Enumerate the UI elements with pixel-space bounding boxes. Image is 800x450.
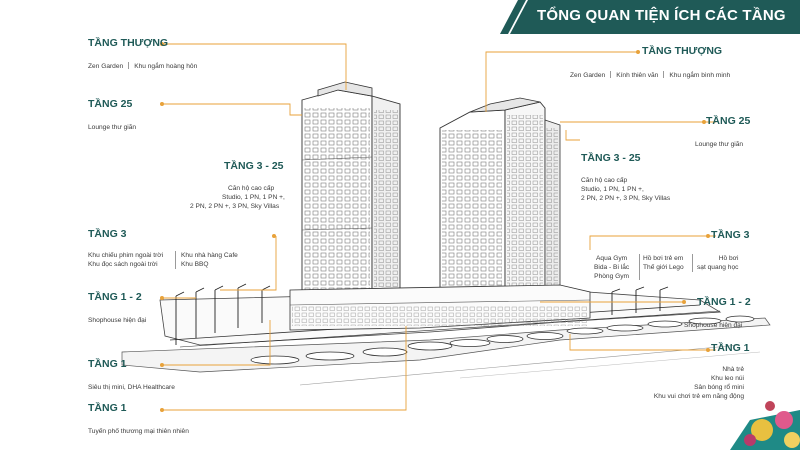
left-f25-floor-label: TẦNG 25 bbox=[88, 98, 133, 110]
right-f1-2-floor-label: TẦNG 1 - 2 bbox=[697, 296, 751, 308]
left-f3-25-apartments bbox=[190, 184, 285, 211]
amenity-item: Khu BBQ bbox=[181, 261, 209, 268]
right-f25-amenity: Lounge thư giãn bbox=[695, 141, 744, 148]
amenity-item: Khu leo núi bbox=[711, 375, 744, 382]
right-f3-25-floor-label: TẦNG 3 - 25 bbox=[581, 152, 641, 164]
apartment-line: 2 PN, 2 PN +, 3 PN, Sky Villas bbox=[581, 195, 671, 202]
column-divider bbox=[692, 254, 693, 272]
separator bbox=[610, 71, 611, 78]
right-f1-amenities bbox=[648, 365, 744, 401]
left-f1-2-floor-label: TẦNG 1 - 2 bbox=[88, 291, 142, 303]
separator bbox=[663, 71, 664, 78]
amenity-item: Bida - Bi lắc bbox=[594, 264, 630, 271]
left-f1a-amenity: Siêu thị mini, DHA Healthcare bbox=[88, 384, 175, 391]
amenity-item: Thế giới Lego bbox=[643, 264, 684, 271]
apartment-line: Studio, 1 PN, 1 PN +, bbox=[581, 186, 644, 193]
amenity-item: Khu ngắm bình minh bbox=[669, 72, 731, 79]
column-divider bbox=[175, 251, 176, 269]
left-f3-col2 bbox=[181, 251, 238, 269]
amenity-item: Zen Garden bbox=[88, 63, 124, 70]
right-f3-col2 bbox=[643, 254, 684, 272]
left-f3-25-floor-label: TẦNG 3 - 25 bbox=[224, 160, 284, 172]
amenity-item: Hồ bơi bbox=[718, 255, 739, 262]
amenity-item: sạt quang học bbox=[697, 264, 739, 271]
right-f3-25-apartments bbox=[581, 176, 670, 203]
left-tower bbox=[302, 82, 400, 305]
right-f25-floor-label: TẦNG 25 bbox=[706, 115, 751, 127]
left-f25-amenity: Lounge thư giãn bbox=[88, 124, 137, 131]
amenity-item: Kính thiên văn bbox=[616, 72, 659, 79]
page-title: TỔNG QUAN TIỆN ÍCH CÁC TẦNG bbox=[537, 7, 786, 24]
left-rooftop-amenities bbox=[88, 62, 197, 71]
amenity-item: Khu vui chơi trẻ em năng động bbox=[653, 393, 744, 400]
amenity-item: Phòng Gym bbox=[594, 273, 629, 280]
podium bbox=[290, 285, 590, 330]
right-tower bbox=[440, 98, 560, 298]
right-rooftop-floor-label: TẦNG THƯỢNG bbox=[642, 45, 723, 57]
amenity-item: Khu nhà hàng Cafe bbox=[181, 252, 238, 259]
right-f3-floor-label: TẦNG 3 bbox=[711, 229, 750, 241]
left-f1-2-amenity: Shophouse hiện đại bbox=[88, 317, 147, 324]
right-f3-col3 bbox=[697, 254, 738, 272]
column-divider bbox=[639, 254, 640, 280]
left-f1b-floor-label: TẦNG 1 bbox=[88, 402, 127, 414]
amenity-item: Nhà trẻ bbox=[722, 366, 744, 373]
left-rooftop-floor-label: TẦNG THƯỢNG bbox=[88, 37, 169, 49]
right-f3-col1 bbox=[594, 254, 629, 281]
apartment-line: 2 PN, 2 PN +, 3 PN, Sky Villas bbox=[190, 203, 280, 210]
amenity-item: Khu đọc sách ngoài trời bbox=[88, 261, 158, 268]
amenity-item: Khu chiếu phim ngoài trời bbox=[88, 252, 164, 259]
right-f1-floor-label: TẦNG 1 bbox=[711, 342, 750, 354]
amenity-item: Hồ bơi trẻ em bbox=[643, 255, 684, 262]
amenity-item: Khu ngắm hoàng hôn bbox=[134, 63, 198, 70]
left-f1b-amenity: Tuyến phố thương mại thiên nhiên bbox=[88, 428, 189, 435]
amenity-item: Aqua Gym bbox=[596, 255, 628, 262]
apartment-line: Căn hộ cao cấp bbox=[581, 177, 628, 184]
left-f1a-floor-label: TẦNG 1 bbox=[88, 358, 127, 370]
left-f3-col1 bbox=[88, 251, 163, 269]
separator bbox=[128, 62, 129, 69]
right-rooftop-amenities bbox=[570, 71, 730, 80]
apartment-line: Căn hộ cao cấp bbox=[228, 185, 275, 192]
left-f3-floor-label: TẦNG 3 bbox=[88, 228, 127, 240]
right-f1-2-amenity: Shophouse hiện đại bbox=[684, 322, 743, 329]
apartment-line: Studio, 1 PN, 1 PN +, bbox=[222, 194, 285, 201]
amenity-item: Sân bóng rổ mini bbox=[694, 384, 744, 391]
amenity-item: Zen Garden bbox=[570, 72, 606, 79]
